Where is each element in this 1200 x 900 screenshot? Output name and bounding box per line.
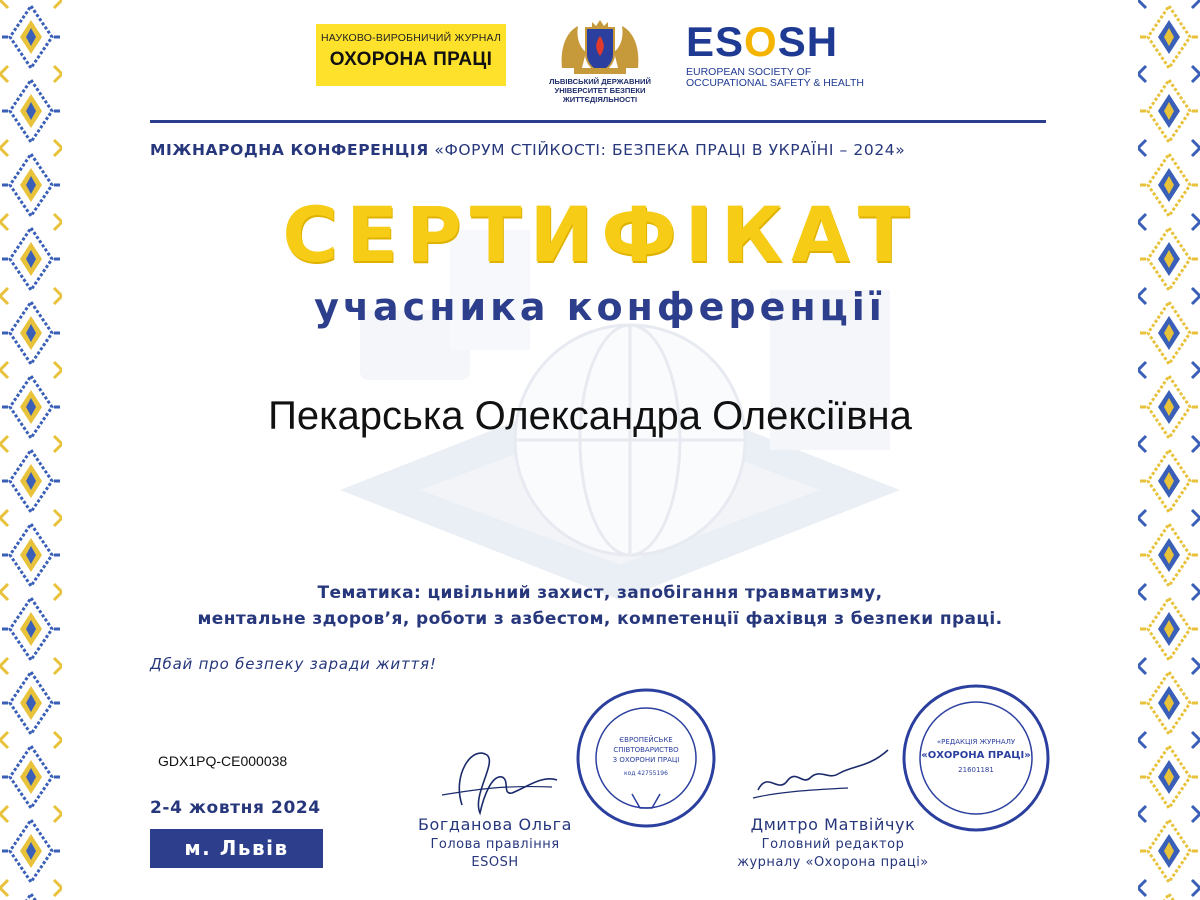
conference-label: МІЖНАРОДНА КОНФЕРЕНЦІЯ (150, 141, 429, 159)
university-logo (540, 18, 660, 118)
journal-logo-line1: НАУКОВО-ВИРОБНИЧИЙ ЖУРНАЛ (320, 32, 502, 44)
motto: Дбай про безпеку заради життя! (150, 655, 437, 673)
svg-text:«РЕДАКЦІЯ ЖУРНАЛУ: «РЕДАКЦІЯ ЖУРНАЛУ (936, 738, 1016, 746)
signatory-role-line1: Голова правління (430, 837, 560, 852)
journal-logo-line2: ОХОРОНА ПРАЦІ (329, 49, 493, 70)
esosh-logo (686, 20, 886, 100)
svg-text:ЄВРОПЕЙСЬКЕ: ЄВРОПЕЙСЬКЕ (619, 736, 673, 744)
header-divider (150, 120, 1046, 123)
certificate-id: GDX1PQ-CE000038 (158, 753, 288, 769)
certificate-subtitle: учасника конференції (314, 285, 886, 329)
svg-text:21601181: 21601181 (958, 766, 994, 774)
topics-line1: Тематика: цивільний захист, запобігання травматизму, (317, 583, 883, 603)
university-line2: УНІВЕРСИТЕТ БЕЗПЕКИ (554, 86, 646, 95)
esosh-logo-line1: EUROPEAN SOCIETY OF (686, 66, 812, 78)
embroidery-border-left (0, 0, 62, 900)
journal-logo (316, 24, 506, 86)
svg-text:код 42755196: код 42755196 (624, 770, 668, 777)
recipient-name: Пекарська Олександра Олексіївна (268, 394, 912, 438)
signatory-name: Дмитро Матвійчук (750, 815, 916, 834)
esosh-logo-line2: OCCUPATIONAL SAFETY & HEALTH (686, 77, 864, 89)
embroidery-border-right (1138, 0, 1200, 900)
logos-header (0, 18, 1200, 118)
event-dates: 2-4 жовтня 2024 (150, 798, 321, 818)
university-crest-icon (552, 18, 648, 76)
svg-text:З ОХОРОНИ ПРАЦІ: З ОХОРОНИ ПРАЦІ (612, 756, 680, 764)
signatory-role-line1: Головний редактор (761, 837, 905, 852)
topics (0, 580, 1200, 632)
esosh-s: S (715, 18, 745, 65)
esosh-sh: SH (777, 18, 839, 65)
svg-text:СПІВТОВАРИСТВО: СПІВТОВАРИСТВО (613, 746, 679, 754)
certificate-title: СЕРТИФІКАТ (282, 190, 918, 279)
signature-bohdanova (432, 735, 572, 820)
signatory-name: Богданова Ольга (417, 815, 573, 834)
embroidery-pattern-left (0, 0, 62, 900)
svg-text:«ОХОРОНА ПРАЦІ»: «ОХОРОНА ПРАЦІ» (921, 750, 1031, 761)
journal-stamp (900, 682, 1052, 834)
esosh-e: E (686, 18, 716, 65)
signatory-role-line2: ESOSH (471, 855, 519, 870)
university-line3: ЖИТТЄДІЯЛЬНОСТІ (562, 95, 638, 104)
signatory-bohdanova (400, 815, 590, 872)
esosh-o: O (744, 18, 778, 65)
embroidery-pattern-right (1138, 0, 1200, 900)
conference-heading (150, 141, 1050, 159)
topics-line2: ментальне здоров’я, роботи з азбестом, компетенції фахівця з безпеки праці. (197, 609, 1003, 629)
event-city: м. Львів (150, 829, 323, 868)
signature-matviichuk (748, 740, 898, 810)
esosh-logo-wordmark (686, 20, 886, 64)
university-line1: ЛЬВІВСЬКИЙ ДЕРЖАВНИЙ (549, 77, 651, 86)
esosh-stamp (574, 686, 718, 830)
signatory-role-line2: журналу «Охорона праці» (737, 855, 929, 870)
signatory-matviichuk (718, 815, 948, 872)
conference-name: «ФОРУМ СТІЙКОСТІ: БЕЗПЕКА ПРАЦІ В УКРАЇНІ – 2024» (434, 141, 906, 159)
university-logo-caption (540, 77, 660, 104)
